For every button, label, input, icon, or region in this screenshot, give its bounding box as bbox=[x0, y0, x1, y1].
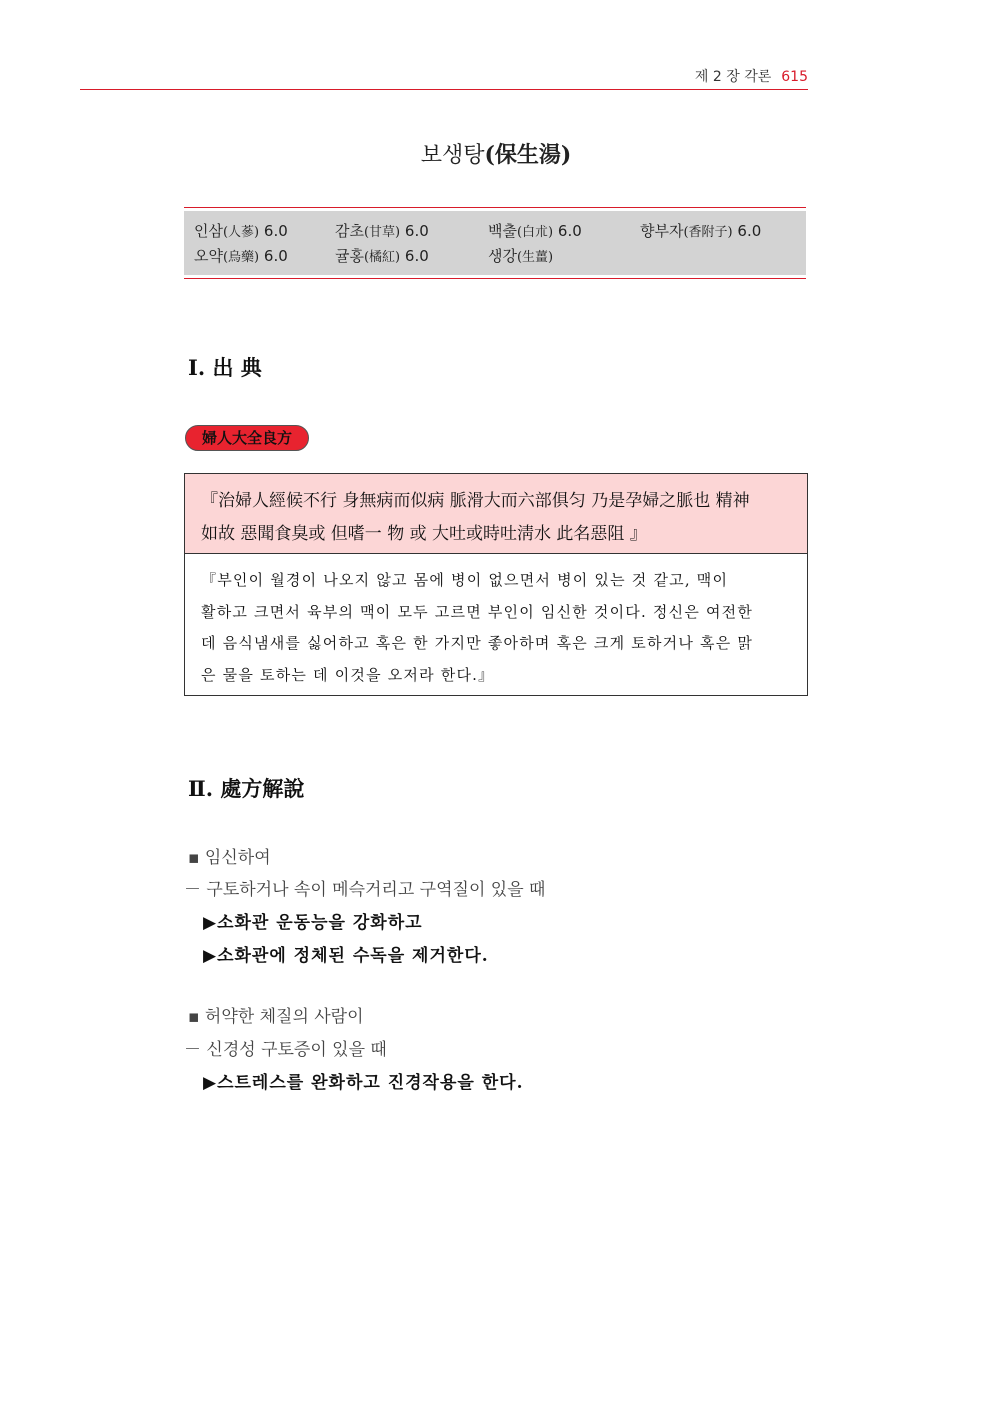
ingredient-item: 감초(甘草) 6.0 bbox=[335, 222, 429, 240]
ingredients-table bbox=[184, 207, 806, 279]
source-quote-box bbox=[184, 473, 808, 696]
symptom-line: － 구토하거나 속이 메슥거리고 구역질이 있을 때 bbox=[184, 880, 546, 900]
effect-line: ▶소화관에 정체된 수독을 제거한다. bbox=[203, 946, 489, 966]
korean-translation-line: 데 음식냄새를 싫어하고 혹은 한 가지만 좋아하며 혹은 크게 토하거나 혹은 맑 bbox=[201, 634, 754, 652]
ingredient-item: 생강(生薑) bbox=[488, 247, 554, 265]
chapter-label: 제 2 장 각론 bbox=[694, 69, 772, 85]
korean-translation-line: 은 물을 토하는 데 이것을 오저라 한다.』 bbox=[201, 666, 495, 684]
section-heading-source: Ⅰ. 出 典 bbox=[188, 355, 262, 380]
chinese-quote-line: 『治婦人經候不行 身無病而似病 脈滑大而六部俱匀 乃是孕婦之脈也 精神 bbox=[201, 491, 750, 511]
running-header bbox=[695, 66, 808, 86]
indication-bullet: ▪ 허약한 체질의 사람이 bbox=[188, 1007, 364, 1027]
ingredient-item: 오약(烏藥) 6.0 bbox=[194, 247, 288, 265]
ingredient-item: 향부자(香附子) 6.0 bbox=[640, 222, 762, 240]
chinese-quote-line: 如故 惡聞食臭或 但嗜一 物 或 大吐或時吐淸水 此名惡阻 』 bbox=[201, 524, 647, 544]
ingredient-item: 백출(白朮) 6.0 bbox=[488, 222, 582, 240]
korean-translation-line: 활하고 크면서 육부의 맥이 모두 고르면 부인이 임신한 것이다. 정신은 여전한 bbox=[201, 603, 754, 621]
chinese-quote-panel bbox=[185, 474, 807, 554]
indication-bullet: ▪ 임신하여 bbox=[188, 848, 271, 868]
page-number: 615 bbox=[781, 69, 808, 85]
title-hanja: (保生湯) bbox=[484, 142, 572, 168]
effect-line: ▶소화관 운동능을 강화하고 bbox=[203, 913, 423, 933]
table-top-rule bbox=[184, 207, 806, 208]
ingredient-item: 귤홍(橘紅) 6.0 bbox=[335, 247, 429, 265]
effect-line: ▶스트레스를 완화하고 진경작용을 한다. bbox=[203, 1073, 524, 1093]
symptom-line: － 신경성 구토증이 있을 때 bbox=[184, 1040, 387, 1060]
korean-translation-line: 『부인이 월경이 나오지 않고 몸에 병이 없으면서 병이 있는 것 같고, 맥이 bbox=[201, 571, 729, 589]
title-korean: 보생탕 bbox=[420, 143, 485, 168]
ingredient-item: 인삼(人蔘) 6.0 bbox=[194, 222, 288, 240]
source-badge: 婦人大全良方 bbox=[185, 425, 309, 451]
page-title bbox=[0, 138, 992, 169]
table-bottom-rule bbox=[184, 278, 806, 279]
section-heading-explanation: Ⅱ. 處方解說 bbox=[188, 776, 305, 801]
header-divider bbox=[80, 89, 808, 90]
